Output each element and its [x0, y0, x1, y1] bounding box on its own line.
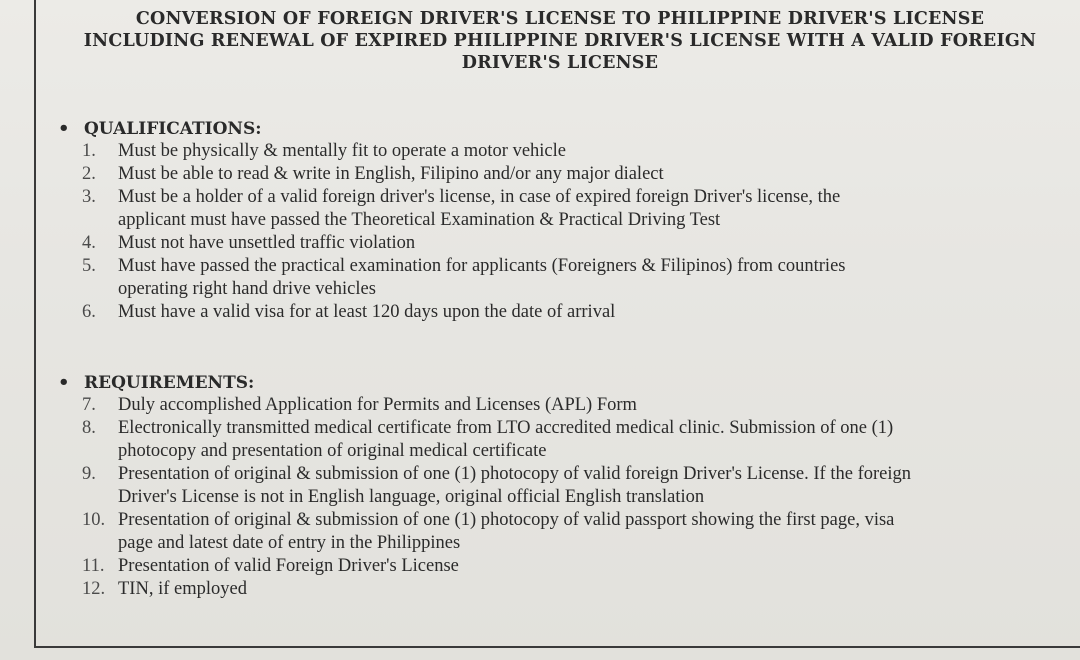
item-text: Duly accomplished Application for Permits and Licenses (APL) Form	[118, 395, 637, 415]
title-line-1: CONVERSION OF FOREIGN DRIVER'S LICENSE TO PHILIPPINE DRIVER'S LICENSE	[135, 9, 985, 29]
item-number: 4.	[82, 233, 96, 253]
list-item	[82, 417, 911, 440]
item-text: Must be able to read & write in English, Filipino and/or any major dialect	[118, 164, 664, 184]
qualifications-heading-text: QUALIFICATIONS:	[84, 119, 262, 139]
item-number: 7.	[82, 395, 96, 415]
item-number: 9.	[82, 464, 96, 484]
document-title	[40, 8, 1080, 74]
requirements-heading-text: REQUIREMENTS:	[84, 373, 255, 393]
item-text: Must not have unsettled traffic violation	[118, 233, 416, 253]
item-number: 11.	[82, 556, 105, 576]
qualifications-heading	[58, 118, 262, 139]
item-continuation: applicant must have passed the Theoretical Examination & Practical Driving Test	[118, 210, 721, 230]
item-text: Must be physically & mentally fit to operate a motor vehicle	[118, 141, 566, 161]
list-item	[82, 509, 911, 532]
item-text: Presentation of valid Foreign Driver's License	[118, 556, 459, 576]
item-text: Must have passed the practical examination for applicants (Foreigners & Filipinos) from countries	[118, 256, 846, 276]
requirements-heading	[58, 372, 254, 393]
requirements-list	[82, 394, 911, 601]
list-item	[82, 463, 911, 486]
item-continuation: page and latest date of entry in the Philippines	[118, 533, 461, 553]
list-item	[82, 186, 845, 209]
qualifications-list	[82, 140, 845, 324]
item-number: 10.	[82, 510, 106, 530]
bullet-icon: •	[58, 372, 70, 393]
list-item	[82, 394, 911, 417]
list-item	[82, 255, 845, 278]
item-continuation: operating right hand drive vehicles	[118, 279, 376, 299]
item-number: 5.	[82, 256, 96, 276]
list-item	[82, 555, 911, 578]
list-item	[82, 163, 845, 186]
item-number: 8.	[82, 418, 96, 438]
item-text: Electronically transmitted medical certificate from LTO accredited medical clinic. Submission of one (1)	[118, 418, 894, 438]
item-text: TIN, if employed	[118, 579, 247, 599]
list-item	[82, 301, 845, 324]
item-number: 6.	[82, 302, 96, 322]
item-number: 3.	[82, 187, 96, 207]
item-number: 1.	[82, 141, 96, 161]
title-line-2: INCLUDING RENEWAL OF EXPIRED PHILIPPINE DRIVER'S LICENSE WITH A VALID FOREIGN	[83, 31, 1037, 51]
list-item	[82, 232, 845, 255]
item-text: Must be a holder of a valid foreign driver's license, in case of expired foreign Driver's license, the	[118, 187, 841, 207]
item-number: 2.	[82, 164, 96, 184]
item-text: Presentation of original & submission of one (1) photocopy of valid foreign Driver's License. If the foreign	[118, 464, 911, 484]
item-number: 12.	[82, 579, 106, 599]
item-text: Must have a valid visa for at least 120 days upon the date of arrival	[118, 302, 616, 322]
item-continuation: Driver's License is not in English language, original official English translation	[118, 487, 705, 507]
bullet-icon: •	[58, 118, 70, 139]
list-item	[82, 578, 911, 601]
title-line-3: DRIVER'S LICENSE	[461, 53, 659, 73]
item-continuation: photocopy and presentation of original medical certificate	[118, 441, 547, 461]
list-item	[82, 140, 845, 163]
item-text: Presentation of original & submission of one (1) photocopy of valid passport showing the first page, visa	[118, 510, 895, 530]
